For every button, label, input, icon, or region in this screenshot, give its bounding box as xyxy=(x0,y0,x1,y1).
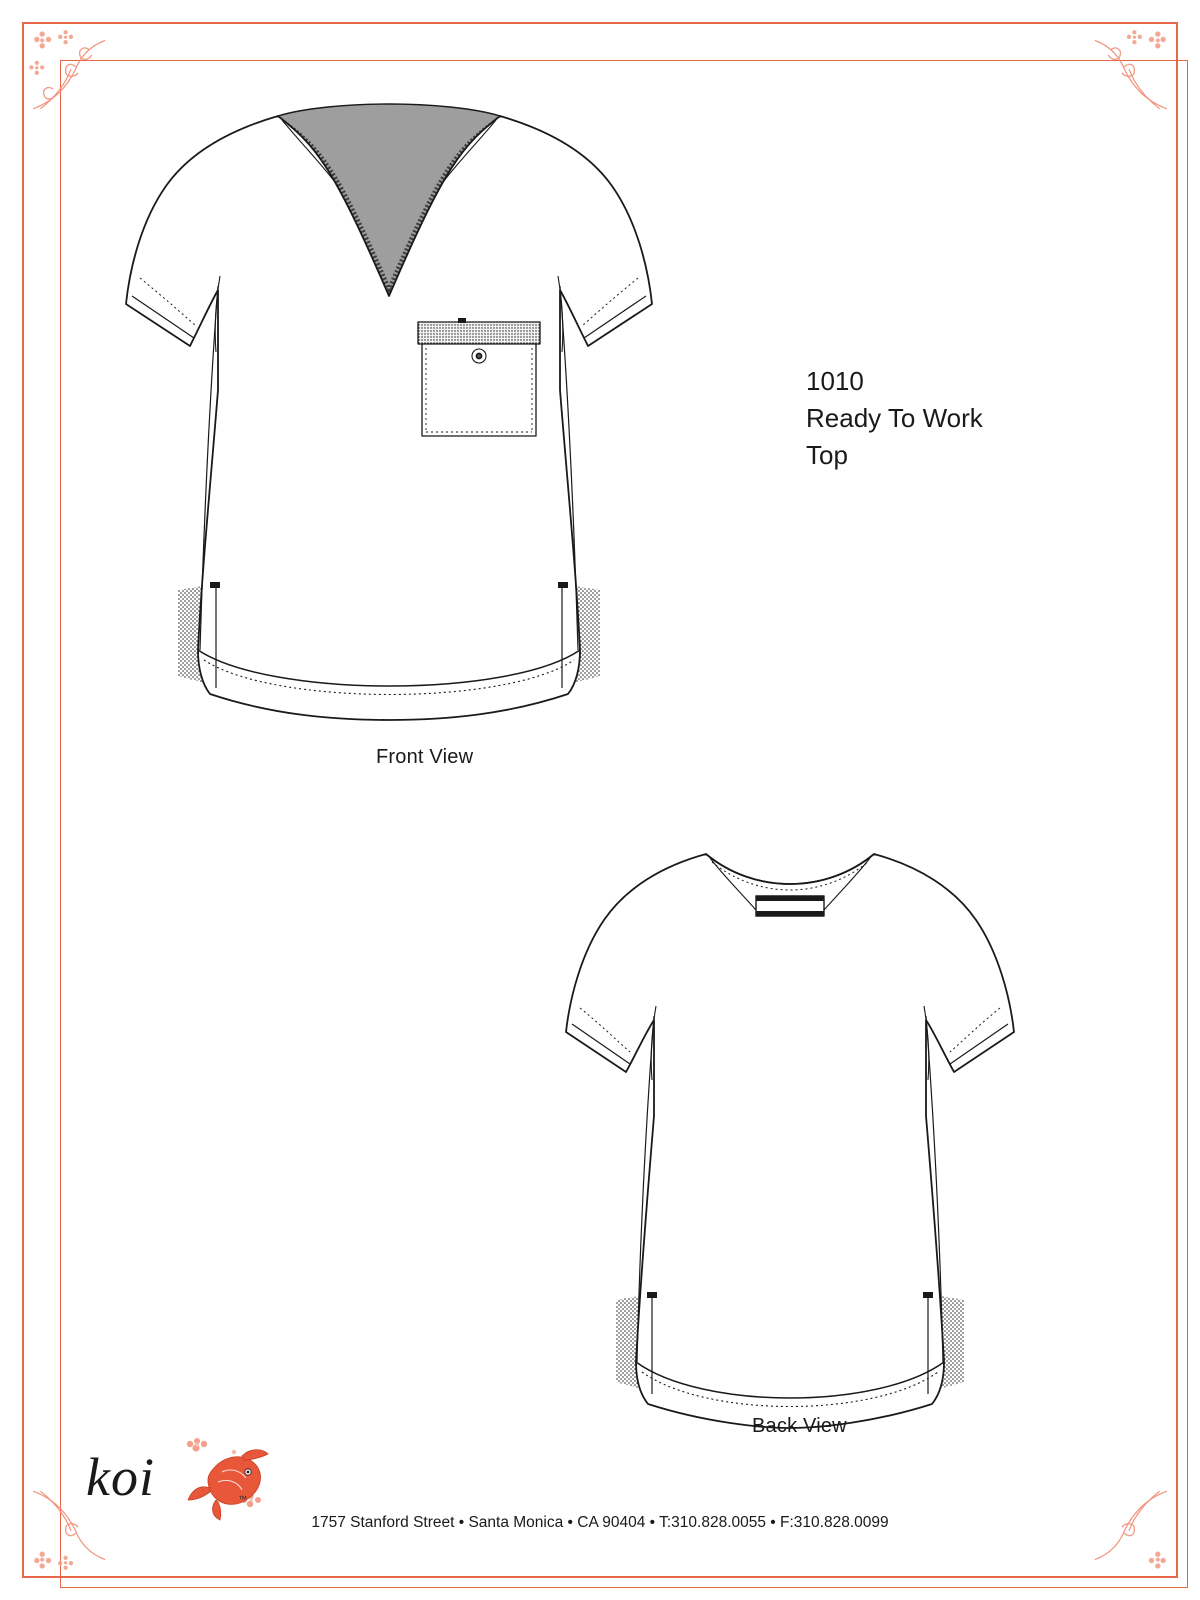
koi-fish-icon xyxy=(180,1438,276,1522)
front-view-garment-illustration xyxy=(70,90,690,730)
brand-wordmark: koi xyxy=(86,1447,155,1507)
front-view-caption: Front View xyxy=(376,746,474,768)
garment-type: Top xyxy=(806,439,848,470)
style-name: Ready To Work xyxy=(806,402,983,433)
corner-floral-ornament-icon xyxy=(1084,26,1174,116)
style-info-block xyxy=(806,363,983,474)
trademark-symbol: ™ xyxy=(238,1494,247,1504)
back-view-garment-illustration xyxy=(520,830,1060,1430)
style-number: 1010 xyxy=(806,366,864,396)
back-view-caption: Back View xyxy=(752,1415,847,1437)
footer-address: 1757 Stanford Street • Santa Monica • CA 90404 • T:310.828.0055 • F:310.828.0099 xyxy=(311,1514,889,1531)
